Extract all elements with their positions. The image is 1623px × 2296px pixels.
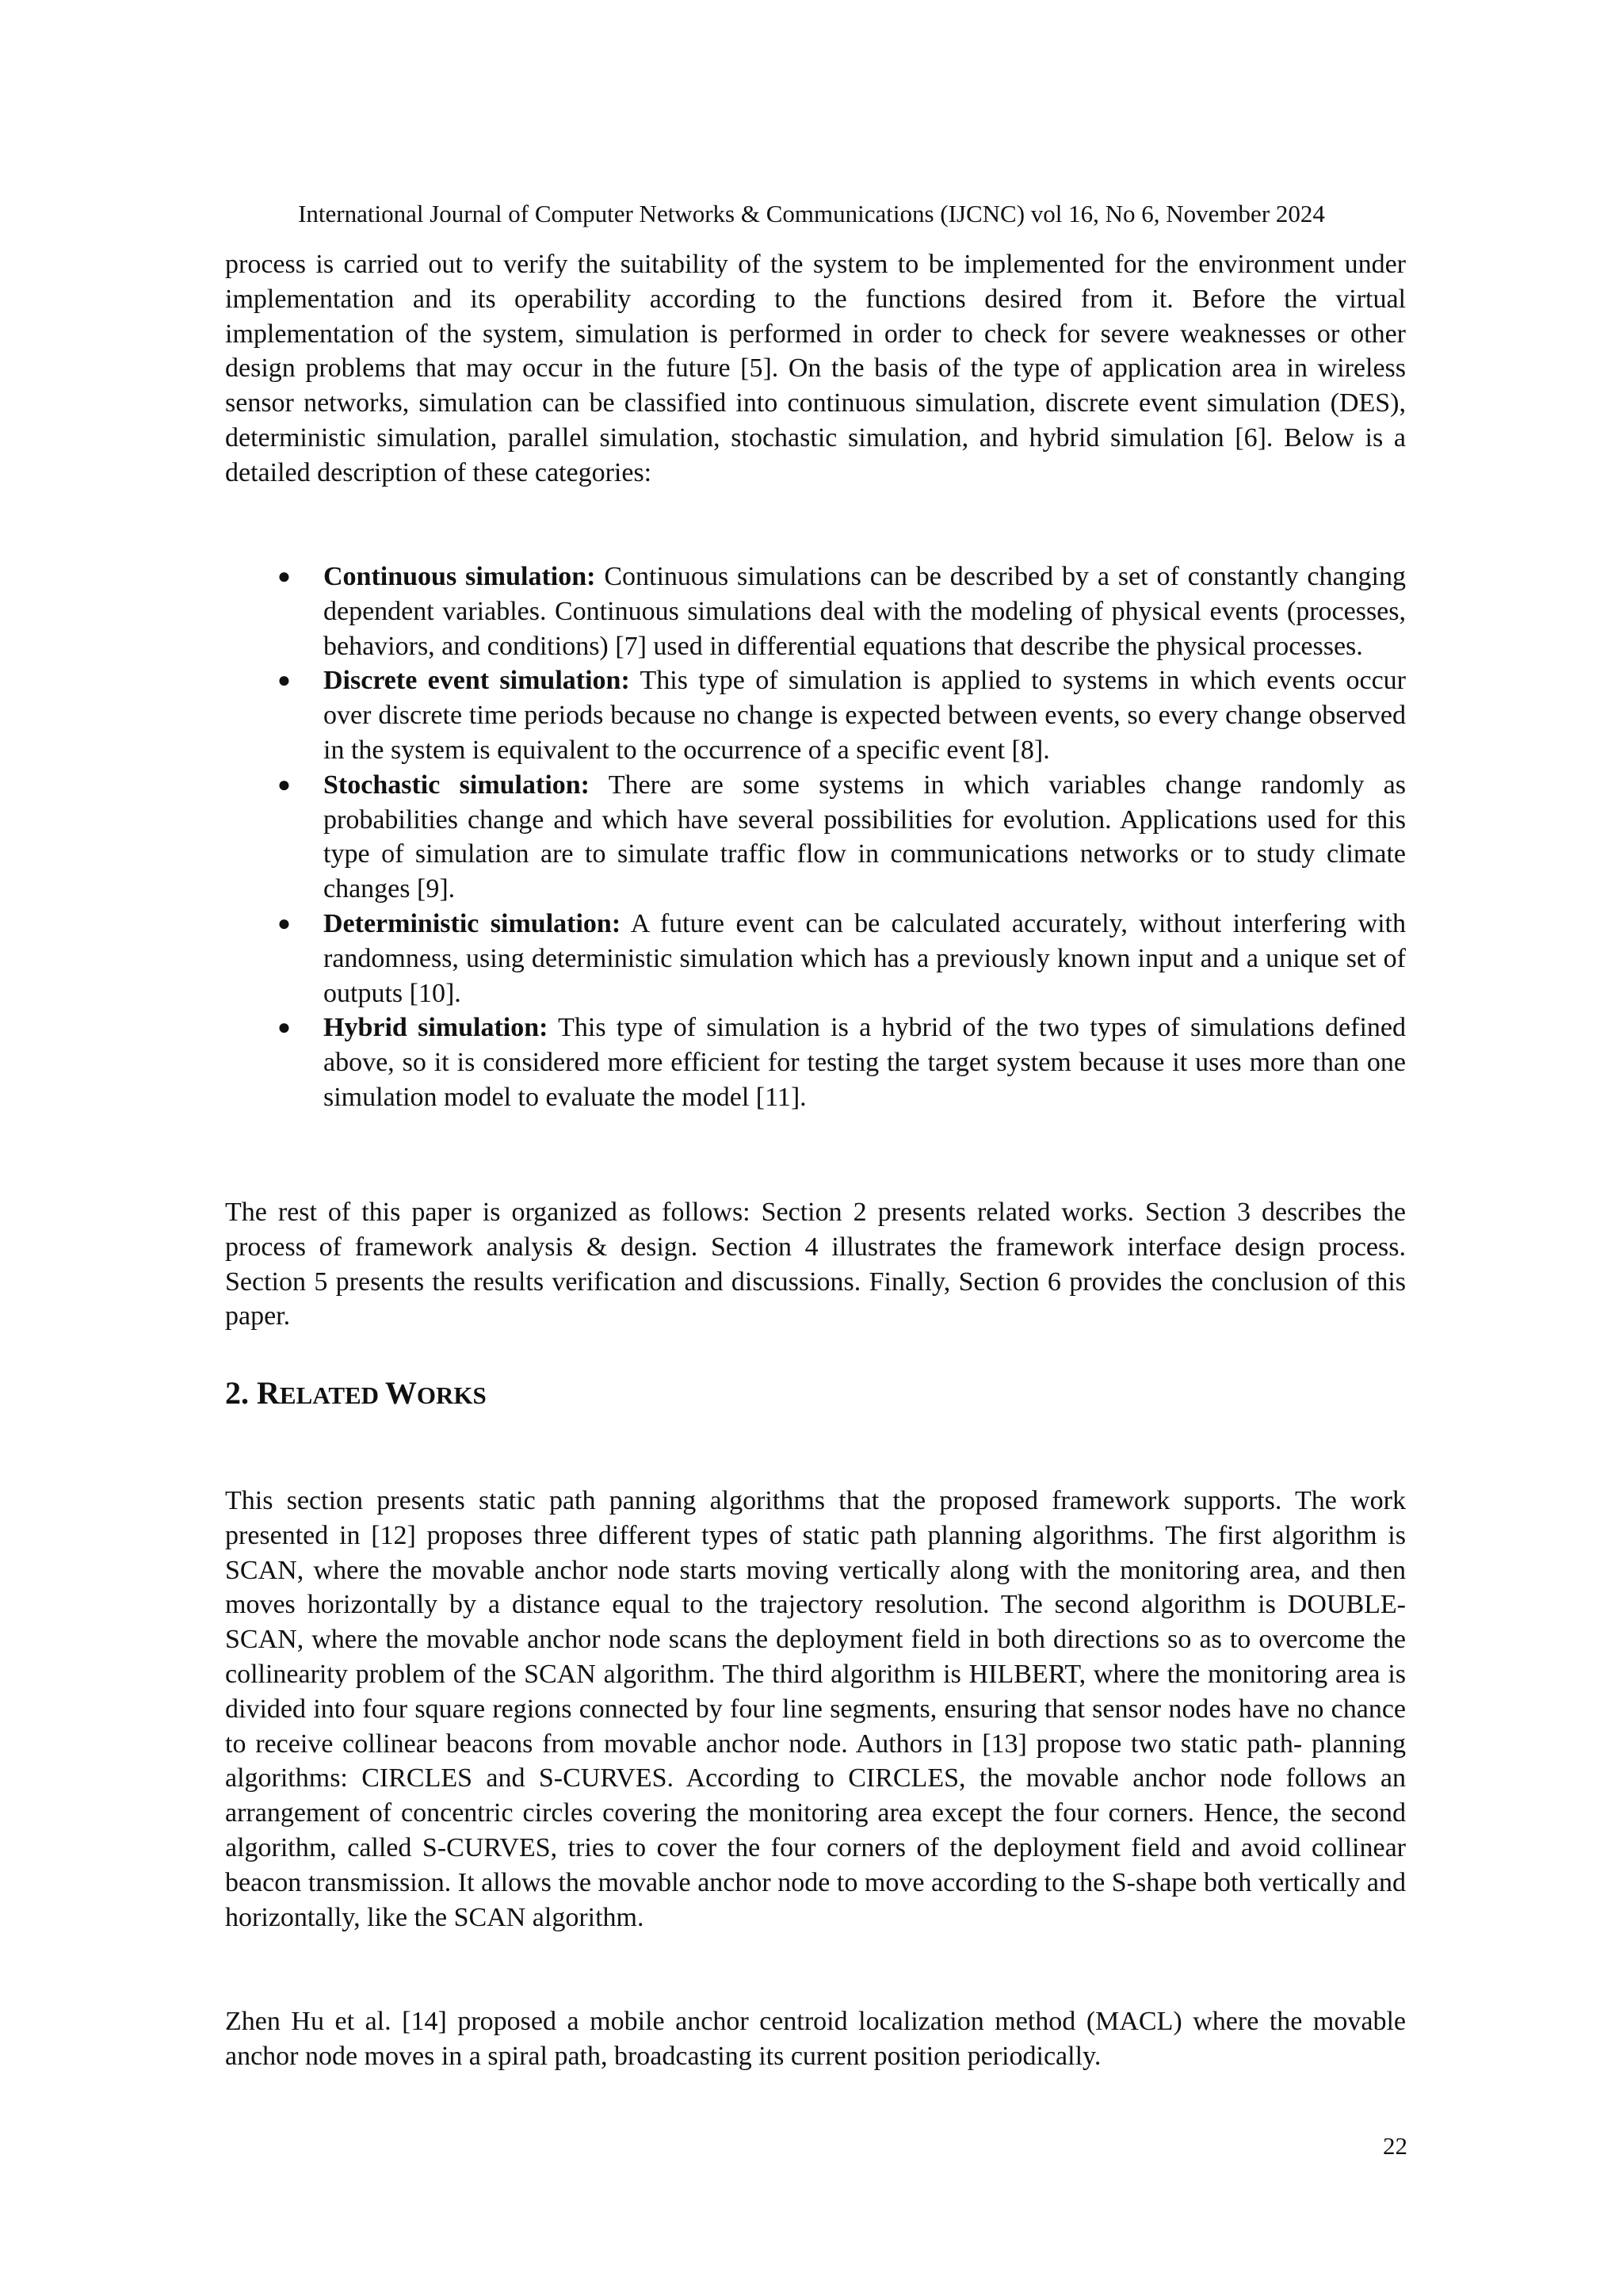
section-title-smallcaps: ORKS [416,1381,487,1409]
related-works-paragraph [225,2004,1406,2074]
list-item-text: Continuous simulations can be described by a set of constantly changing dependent variables. Continuous simulations deal with the modeling of physical events (processes, behaviors, and conditions) [7] used in differential equations that describe the physical processes. [323,562,1407,661]
section-title-initial: R [257,1375,280,1411]
intro-paragraph-text: process is carried out to verify the suitability of the system to be implemented for the environment under implementation and its operability according to the functions desired from it. Before the virtual implementation of the system, simulation is performed in order to check for severe weaknesses or other design problems that may occur in the future [5]. On the basis of the type of application area in wireless sensor networks, simulation can be classified into continuous simulation, discrete event simulation (DES), deterministic simulation, parallel simulation, stochastic simulation, and hybrid simulation [6]. Below is a detailed description of these categories: [225,250,1406,487]
organization-paragraph-text: The rest of this paper is organized as follows: Section 2 presents related works. Section 3 describes the process of framework analysis & design. Section 4 illustrates the framework interface design process. Section 5 presents the results verification and discussions. Finally, Section 6 provides the conclusion of this paper. [225,1198,1406,1331]
list-item [225,907,1406,1010]
list-item-term: Stochastic simulation: [323,770,590,800]
bullet-icon: ● [277,668,291,693]
list-item-text: This type of simulation is applied to systems in which events occur over discrete time periods because no change is expected between events, so every change observed in the system is equivalent to the occurrence of a specific event [8]. [323,666,1406,765]
related-works-paragraph-text: This section presents static path panning algorithms that the proposed framework supports. The work presented in [12] proposes three different types of static path planning algorithms. The first algorithm is SCAN, where the movable anchor node starts moving vertically along with the monitoring area, and then moves horizontally by a distance equal to the trajectory resolution. The second algorithm is DOUBLE-SCAN, where the movable anchor node scans the deployment field in both directions so as to overcome the collinearity problem of the SCAN algorithm. The third algorithm is HILBERT, where the monitoring area is divided into four square regions connected by four line segments, ensuring that sensor nodes have no chance to receive collinear beacons from movable anchor node. Authors in [13] propose two static path- planning algorithms: CIRCLES and S-CURVES. According to CIRCLES, the movable anchor node follows an arrangement of concentric circles covering the monitoring area except the four corners. Hence, the second algorithm, called S-CURVES, tries to cover the four corners of the deployment field and avoid collinear beacon transmission. It allows the movable anchor node to move according to the S-shape both vertically and horizontally, like the SCAN algorithm. [225,1486,1406,1932]
simulation-types-list [225,560,1406,1115]
list-item [225,1010,1406,1114]
list-item [225,663,1406,767]
list-item-text: A future event can be calculated accurately, without interfering with randomness, using deterministic simulation which has a previously known input and a unique set of outputs [10]. [323,908,1406,1008]
list-item [225,560,1406,663]
section-number: 2. [225,1375,257,1411]
bullet-icon: ● [277,911,291,936]
section-title-smallcaps: ELATED [279,1381,385,1409]
list-item-term: Deterministic simulation: [323,908,621,938]
section-heading [225,1373,487,1415]
bullet-icon: ● [277,772,291,797]
page-number: 22 [1383,2132,1407,2160]
list-item-term: Hybrid simulation: [323,1013,548,1043]
bullet-icon: ● [277,564,291,589]
related-works-paragraph [225,1484,1406,1935]
list-item-term: Continuous simulation: [323,562,596,591]
list-item-text: There are some systems in which variables change randomly as probabilities change and which have several possibilities for evolution. Applications used for this type of simulation are to simulate traffic flow in communications networks or to study climate changes [9]. [323,770,1407,904]
list-item [225,768,1406,907]
organization-paragraph [225,1195,1406,1334]
related-works-paragraph-text: Zhen Hu et al. [14] proposed a mobile anchor centroid localization method (MACL) where the movable anchor node moves in a spiral path, broadcasting its current position periodically. [225,2007,1406,2071]
intro-paragraph [225,247,1406,491]
running-header: International Journal of Computer Networks & Communications (IJCNC) vol 16, No 6, November 2024 [298,200,1325,227]
bullet-icon: ● [277,1015,291,1041]
list-item-text: This type of simulation is a hybrid of the two types of simulations defined above, so it is considered more efficient for testing the target system because it uses more than one simulation model to evaluate the model [11]. [323,1013,1406,1112]
list-item-term: Discrete event simulation: [323,666,630,696]
section-title-initial: W [384,1375,417,1411]
